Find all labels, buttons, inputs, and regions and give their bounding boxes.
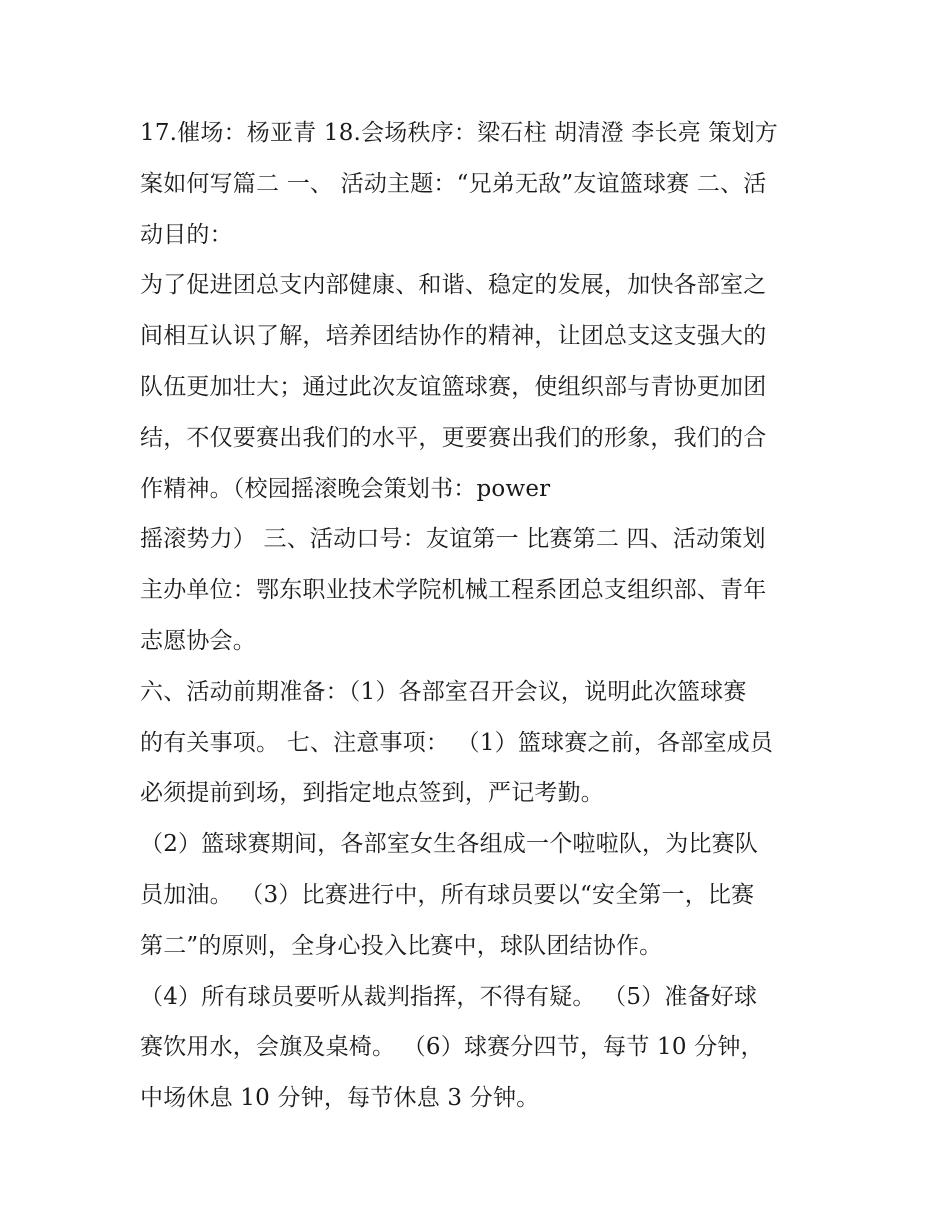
- text-line: （4）所有球员要听从裁判指挥，不得有疑。 （5）准备好球: [140, 983, 758, 1010]
- text-line: 案如何写篇二 一、 活动主题：“兄弟无敌”友谊篮球赛 二、活: [140, 170, 767, 197]
- text-line: 为了促进团总支内部健康、和谐、稳定的发展，加快各部室之: [140, 272, 767, 299]
- text-line: 摇滚势力） 三、活动口号：友谊第一 比赛第二 四、活动策划: [140, 526, 766, 553]
- text-line: 第二”的原则，全身心投入比赛中，球队团结协作。: [140, 932, 663, 959]
- text-line: 作精神。（校园摇滚晚会策划书：power: [140, 475, 551, 502]
- document-body: [140, 108, 820, 1124]
- text-line: 队伍更加壮大；通过此次友谊篮球赛，使组织部与青协更加团: [140, 373, 767, 400]
- text-line: 员加油。 （3）比赛进行中，所有球员要以“安全第一，比赛: [140, 881, 755, 908]
- text-line: （2）篮球赛期间，各部室女生各组成一个啦啦队，为比赛队: [140, 831, 759, 858]
- text-line: 志愿协会。: [140, 627, 256, 654]
- text-line: 中场休息 10 分钟，每节休息 3 分钟。: [140, 1085, 540, 1112]
- text-line: 间相互认识了解，培养团结协作的精神，让团总支这支强大的: [140, 323, 767, 350]
- text-line: 17.催场：杨亚青 18.会场秩序：梁石柱 胡清澄 李长亮 策划方: [140, 120, 778, 146]
- text-line: 动目的：: [140, 221, 233, 248]
- text-line: 主办单位：鄂东职业技术学院机械工程系团总支组织部、青年: [140, 577, 767, 604]
- text-line: 六、活动前期准备：（1）各部室召开会议，说明此次篮球赛: [140, 678, 747, 705]
- text-line: 结，不仅要赛出我们的水平，更要赛出我们的形象，我们的合: [140, 424, 767, 451]
- text-line: 赛饮用水，会旗及桌椅。 （6）球赛分四节，每节 10 分钟，: [140, 1034, 764, 1061]
- text-line: 必须提前到场，到指定地点签到，严记考勤。: [140, 780, 604, 807]
- text-line: 的有关事项。 七、注意事项： （1）篮球赛之前，各部室成员: [140, 729, 774, 756]
